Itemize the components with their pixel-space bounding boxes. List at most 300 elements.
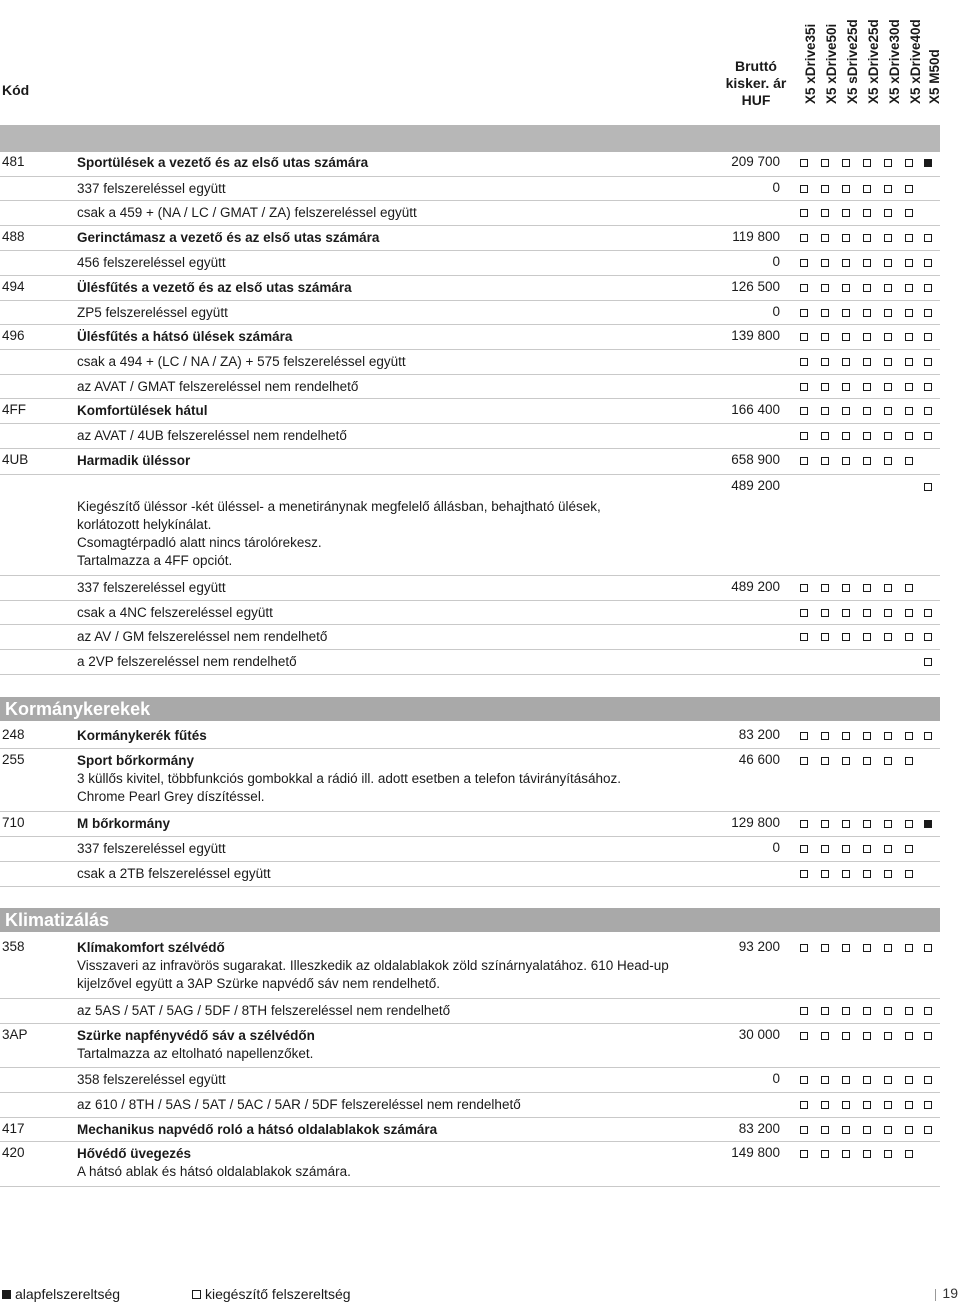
optional-equipment-marker (842, 358, 850, 366)
optional-equipment-marker (821, 1032, 829, 1040)
table-row (0, 624, 940, 650)
optional-equipment-marker (842, 284, 850, 292)
option-code: 4FF (2, 402, 27, 417)
optional-equipment-marker (842, 845, 850, 853)
optional-equipment-marker (924, 483, 932, 491)
optional-equipment-marker (924, 658, 932, 666)
optional-equipment-marker (905, 259, 913, 267)
optional-equipment-marker (924, 383, 932, 391)
option-code: 420 (2, 1145, 25, 1160)
optional-equipment-marker (800, 609, 808, 617)
price-header-line: Bruttó (735, 58, 777, 74)
option-title: 358 felszereléssel együtt (77, 1072, 226, 1087)
optional-equipment-marker (905, 1007, 913, 1015)
table-row (0, 423, 940, 449)
option-title: ZP5 felszereléssel együtt (77, 305, 228, 320)
option-description (77, 204, 677, 222)
optional-equipment-marker (842, 1076, 850, 1084)
option-code: 496 (2, 328, 25, 343)
table-row (0, 1023, 940, 1068)
option-code: 417 (2, 1121, 25, 1136)
optional-equipment-marker (924, 944, 932, 952)
table-row (0, 474, 940, 576)
optional-equipment-marker (863, 457, 871, 465)
optional-equipment-marker (924, 432, 932, 440)
option-code: 710 (2, 815, 25, 830)
optional-equipment-marker (924, 309, 932, 317)
option-description (77, 579, 677, 597)
optional-equipment-marker (800, 358, 808, 366)
option-description (77, 939, 677, 993)
option-note-line: Kiegészítő üléssor -két üléssel- a menetiránynak megfelelő állásban, behajtható ülések, (77, 499, 601, 514)
optional-equipment-marker (863, 944, 871, 952)
optional-equipment-marker (800, 1126, 808, 1134)
optional-equipment-marker (800, 284, 808, 292)
optional-equipment-marker (821, 633, 829, 641)
optional-equipment-marker (884, 259, 892, 267)
option-price: 0 (772, 1071, 780, 1086)
optional-equipment-marker (800, 457, 808, 465)
model-column-header: X5 xDrive35i (803, 23, 818, 104)
optional-equipment-marker (863, 609, 871, 617)
table-header (0, 0, 960, 125)
option-price: 46 600 (738, 752, 780, 767)
table-row (0, 723, 940, 749)
option-price: 93 200 (738, 939, 780, 954)
optional-equipment-marker (884, 309, 892, 317)
optional-equipment-marker (924, 259, 932, 267)
table-row (0, 836, 940, 862)
option-price: 149 800 (731, 1145, 780, 1160)
optional-equipment-marker (863, 185, 871, 193)
option-description (77, 254, 677, 272)
option-note-line: Tartalmazza az eltolható napellenzőket. (77, 1046, 314, 1061)
optional-equipment-marker (884, 159, 892, 167)
optional-equipment-marker (800, 333, 808, 341)
option-description (77, 180, 677, 198)
optional-equipment-marker (905, 383, 913, 391)
optional-equipment-marker (884, 358, 892, 366)
option-description (77, 1145, 677, 1181)
option-title: az AV / GM felszereléssel nem rendelhető (77, 629, 328, 644)
optional-equipment-marker (884, 820, 892, 828)
option-price: 83 200 (738, 1121, 780, 1136)
option-description (77, 498, 677, 570)
optional-equipment-marker (905, 1126, 913, 1134)
table-row (0, 575, 940, 601)
page-number: 19 (942, 1285, 958, 1301)
table-row (0, 935, 940, 999)
option-title: a 2VP felszereléssel nem rendelhető (77, 654, 297, 669)
optional-equipment-marker (863, 407, 871, 415)
optional-equipment-marker (884, 457, 892, 465)
option-description (77, 727, 677, 745)
optional-equipment-marker (863, 732, 871, 740)
option-title: Kormánykerék fűtés (77, 728, 207, 743)
optional-equipment-marker (884, 1126, 892, 1134)
optional-equipment-marker (905, 309, 913, 317)
optional-equipment-marker (800, 870, 808, 878)
optional-equipment-marker (924, 284, 932, 292)
optional-equipment-marker (821, 944, 829, 952)
optional-equipment-marker (842, 732, 850, 740)
option-code: 4UB (2, 452, 29, 467)
optional-equipment-marker (905, 209, 913, 217)
option-description (77, 1121, 677, 1139)
option-title: az AVAT / 4UB felszereléssel nem rendelhető (77, 428, 347, 443)
option-description (77, 328, 677, 346)
optional-equipment-marker (884, 584, 892, 592)
optional-equipment-marker (821, 432, 829, 440)
optional-equipment-marker (842, 309, 850, 317)
option-code: 494 (2, 279, 25, 294)
model-column-header: X5 xDrive40d (908, 19, 923, 104)
optional-equipment-marker (924, 1032, 932, 1040)
option-code: 248 (2, 727, 25, 742)
optional-equipment-marker (884, 407, 892, 415)
option-price: 30 000 (738, 1027, 780, 1042)
optional-equipment-marker (863, 1007, 871, 1015)
option-note-line: Chrome Pearl Grey díszítéssel. (77, 789, 265, 804)
table-row (0, 600, 940, 625)
legend-standard-label: alapfelszereltség (15, 1286, 121, 1302)
optional-equipment-marker (842, 1032, 850, 1040)
optional-equipment-marker (905, 944, 913, 952)
option-price: 658 900 (731, 452, 780, 467)
table-row (0, 1141, 940, 1187)
optional-equipment-marker (905, 407, 913, 415)
option-code: 358 (2, 939, 25, 954)
optional-equipment-marker (842, 1101, 850, 1109)
option-description (77, 402, 677, 420)
option-description (77, 604, 677, 622)
optional-equipment-marker (842, 870, 850, 878)
model-column-header: X5 M50d (927, 49, 942, 104)
option-title: csak a 4NC felszereléssel együtt (77, 605, 273, 620)
optional-equipment-marker (842, 1007, 850, 1015)
optional-equipment-marker (800, 633, 808, 641)
legend-standard (2, 1286, 120, 1302)
optional-equipment-marker (905, 185, 913, 193)
optional-equipment-marker (884, 609, 892, 617)
model-column-header: X5 xDrive30d (887, 19, 902, 104)
standard-equipment-marker (924, 159, 932, 167)
optional-equipment-marker (884, 284, 892, 292)
optional-equipment-marker (842, 457, 850, 465)
optional-equipment-marker (842, 185, 850, 193)
standard-equipment-marker (924, 820, 932, 828)
optional-equipment-marker (884, 1076, 892, 1084)
table-row (0, 398, 940, 424)
model-column-header: X5 sDrive25d (845, 19, 860, 104)
option-title: Mechanikus napvédő roló a hátsó oldalablakok számára (77, 1122, 438, 1137)
price-header-line: kisker. ár (725, 75, 787, 91)
optional-equipment-marker (821, 234, 829, 242)
optional-equipment-marker (863, 383, 871, 391)
option-description (77, 378, 677, 396)
option-price: 119 800 (732, 229, 780, 244)
optional-equipment-marker (863, 633, 871, 641)
option-title: 337 felszereléssel együtt (77, 181, 226, 196)
optional-equipment-marker (924, 333, 932, 341)
optional-equipment-marker (821, 383, 829, 391)
optional-equipment-marker (821, 457, 829, 465)
optional-equipment-marker (863, 845, 871, 853)
header-divider-bar (0, 125, 940, 152)
option-description (77, 1071, 677, 1089)
optional-equipment-marker (863, 259, 871, 267)
optional-equipment-marker (821, 309, 829, 317)
option-price: 139 800 (731, 328, 780, 343)
optional-equipment-marker (905, 1150, 913, 1158)
table-row (0, 748, 940, 812)
optional-equipment-marker (821, 732, 829, 740)
optional-equipment-marker (821, 1007, 829, 1015)
optional-equipment-marker (905, 457, 913, 465)
table-row (0, 200, 940, 226)
option-note-line: korlátozott helykínálat. (77, 517, 212, 532)
option-code: 488 (2, 229, 25, 244)
price-column-header (706, 58, 806, 109)
optional-equipment-marker (821, 757, 829, 765)
optional-equipment-marker (821, 358, 829, 366)
optional-equipment-marker (800, 383, 808, 391)
optional-equipment-marker (842, 159, 850, 167)
optional-equipment-marker (863, 309, 871, 317)
optional-equipment-marker (842, 383, 850, 391)
option-price: 489 200 (731, 478, 780, 493)
table-row (0, 811, 940, 837)
table-row (0, 1092, 940, 1118)
optional-equipment-marker (924, 234, 932, 242)
optional-equipment-marker (863, 159, 871, 167)
option-code: 255 (2, 752, 25, 767)
option-note-line: 3 küllős kivitel, többfunkciós gombokkal a rádió ill. adott esetben a telefon távirányításához. (77, 771, 622, 786)
option-description (77, 865, 677, 883)
optional-equipment-marker (905, 1076, 913, 1084)
optional-equipment-marker (884, 1101, 892, 1109)
optional-equipment-marker (905, 159, 913, 167)
optional-equipment-marker (800, 584, 808, 592)
section-title-steering-wheels: Kormánykerekek (0, 697, 940, 721)
optional-equipment-marker (905, 358, 913, 366)
optional-equipment-marker (863, 358, 871, 366)
optional-equipment-marker (884, 209, 892, 217)
optional-equipment-marker (842, 1126, 850, 1134)
optional-equipment-marker (924, 609, 932, 617)
optional-equipment-marker (821, 209, 829, 217)
option-price: 166 400 (731, 402, 780, 417)
option-description (77, 279, 677, 297)
optional-equipment-marker (884, 383, 892, 391)
option-title: 456 felszereléssel együtt (77, 255, 226, 270)
optional-equipment-marker (863, 1150, 871, 1158)
optional-equipment-marker (800, 757, 808, 765)
optional-equipment-marker (800, 432, 808, 440)
option-description (77, 154, 677, 172)
optional-equipment-marker (884, 944, 892, 952)
optional-equipment-marker (905, 584, 913, 592)
optional-equipment-marker (842, 757, 850, 765)
table-row (0, 176, 940, 201)
option-title: Hővédő üvegezés (77, 1146, 192, 1161)
optional-equipment-marker (842, 234, 850, 242)
table-row (0, 998, 940, 1024)
optional-equipment-marker (924, 358, 932, 366)
option-price: 129 800 (731, 815, 780, 830)
option-description (77, 752, 677, 806)
optional-equipment-marker (842, 432, 850, 440)
optional-equipment-marker (905, 284, 913, 292)
option-title: Sport bőrkormány (77, 753, 195, 768)
table-row (0, 300, 940, 325)
option-title: Komfortülések hátul (77, 403, 208, 418)
option-description (77, 229, 677, 247)
table-row (0, 324, 940, 350)
optional-equipment-marker (884, 870, 892, 878)
optional-equipment-marker (863, 234, 871, 242)
optional-equipment-marker (905, 757, 913, 765)
optional-equipment-marker (821, 609, 829, 617)
option-note-line: Csomagtérpadló alatt nincs tárolórekesz. (77, 535, 322, 550)
optional-equipment-marker (863, 1032, 871, 1040)
optional-equipment-marker (842, 259, 850, 267)
optional-equipment-marker (800, 1101, 808, 1109)
option-title: 337 felszereléssel együtt (77, 841, 226, 856)
optional-equipment-marker (800, 1076, 808, 1084)
table-row (0, 649, 940, 675)
option-note-line: Visszaveri az infravörös sugarakat. Illeszkedik az oldalablakok zöld színárnyalatához. 610 Head-up (77, 958, 669, 973)
option-title: az 5AS / 5AT / 5AG / 5DF / 8TH felszereléssel nem rendelhető (77, 1003, 451, 1018)
optional-equipment-marker (800, 407, 808, 415)
option-price: 0 (772, 304, 780, 319)
optional-equipment-marker (863, 1076, 871, 1084)
optional-equipment-marker (821, 284, 829, 292)
filled-square-icon (2, 1290, 11, 1299)
optional-equipment-marker (800, 944, 808, 952)
optional-equipment-marker (924, 407, 932, 415)
option-description (77, 628, 677, 646)
optional-equipment-marker (884, 1032, 892, 1040)
table-row (0, 1067, 940, 1093)
option-price: 126 500 (731, 279, 780, 294)
optional-equipment-marker (884, 732, 892, 740)
optional-equipment-marker (821, 333, 829, 341)
option-description (77, 840, 677, 858)
optional-equipment-marker (863, 333, 871, 341)
optional-equipment-marker (863, 870, 871, 878)
optional-equipment-marker (800, 209, 808, 217)
page-number-divider (935, 1289, 936, 1301)
option-title: Klímakomfort szélvédő (77, 940, 225, 955)
optional-equipment-marker (821, 259, 829, 267)
option-code: 3AP (2, 1027, 28, 1042)
optional-equipment-marker (842, 820, 850, 828)
optional-equipment-marker (884, 1150, 892, 1158)
option-title: Ülésfűtés a vezető és az első utas számára (77, 280, 352, 295)
model-column-header: X5 xDrive50i (824, 23, 839, 104)
section-title-climate: Klimatizálás (0, 908, 940, 932)
optional-equipment-marker (842, 1150, 850, 1158)
option-title: csak a 459 + (NA / LC / GMAT / ZA) felszereléssel együtt (77, 205, 417, 220)
optional-equipment-marker (884, 185, 892, 193)
option-description (77, 815, 677, 833)
optional-equipment-marker (884, 234, 892, 242)
optional-equipment-marker (905, 732, 913, 740)
model-column-header: X5 xDrive25d (866, 19, 881, 104)
optional-equipment-marker (821, 820, 829, 828)
option-price: 209 700 (731, 154, 780, 169)
optional-equipment-marker (821, 1101, 829, 1109)
optional-equipment-marker (800, 1007, 808, 1015)
option-title: Gerinctámasz a vezető és az első utas számára (77, 230, 380, 245)
optional-equipment-marker (863, 584, 871, 592)
option-title: az AVAT / GMAT felszereléssel nem rendelhető (77, 379, 359, 394)
optional-equipment-marker (821, 1126, 829, 1134)
optional-equipment-marker (800, 259, 808, 267)
optional-equipment-marker (821, 870, 829, 878)
optional-equipment-marker (863, 1126, 871, 1134)
optional-equipment-marker (842, 633, 850, 641)
option-title: Szürke napfényvédő sáv a szélvédőn (77, 1028, 315, 1043)
optional-equipment-marker (863, 432, 871, 440)
option-price: 0 (772, 840, 780, 855)
optional-equipment-marker (884, 1007, 892, 1015)
option-title: csak a 494 + (LC / NA / ZA) + 575 felszereléssel együtt (77, 354, 406, 369)
optional-equipment-marker (905, 845, 913, 853)
optional-equipment-marker (863, 209, 871, 217)
option-title: Ülésfűtés a hátsó ülések számára (77, 329, 293, 344)
optional-equipment-marker (905, 1101, 913, 1109)
table-row (0, 448, 940, 475)
option-price: 83 200 (738, 727, 780, 742)
option-note-line: A hátsó ablak és hátsó oldalablakok számára. (77, 1164, 351, 1179)
option-note-line: Tartalmazza a 4FF opciót. (77, 553, 233, 568)
optional-equipment-marker (905, 820, 913, 828)
optional-equipment-marker (842, 209, 850, 217)
optional-equipment-marker (800, 185, 808, 193)
option-code: 481 (2, 154, 25, 169)
optional-equipment-marker (884, 845, 892, 853)
table-row (0, 374, 940, 399)
optional-equipment-marker (905, 633, 913, 641)
table-row (0, 150, 940, 177)
optional-equipment-marker (905, 609, 913, 617)
option-description (77, 452, 677, 470)
option-description (77, 1027, 677, 1063)
table-row (0, 250, 940, 276)
option-description (77, 353, 677, 371)
optional-equipment-marker (800, 1150, 808, 1158)
optional-equipment-marker (924, 1076, 932, 1084)
table-row (0, 1117, 940, 1142)
optional-equipment-marker (800, 234, 808, 242)
table-row (0, 861, 940, 887)
optional-equipment-marker (863, 757, 871, 765)
optional-equipment-marker (800, 159, 808, 167)
empty-square-icon (192, 1290, 201, 1299)
optional-equipment-marker (821, 845, 829, 853)
optional-equipment-marker (884, 432, 892, 440)
option-price: 0 (772, 180, 780, 195)
option-title: 337 felszereléssel együtt (77, 580, 226, 595)
optional-equipment-marker (884, 633, 892, 641)
optional-equipment-marker (842, 407, 850, 415)
option-title: Harmadik üléssor (77, 453, 191, 468)
optional-equipment-marker (821, 584, 829, 592)
optional-equipment-marker (842, 609, 850, 617)
option-title: M bőrkormány (77, 816, 171, 831)
